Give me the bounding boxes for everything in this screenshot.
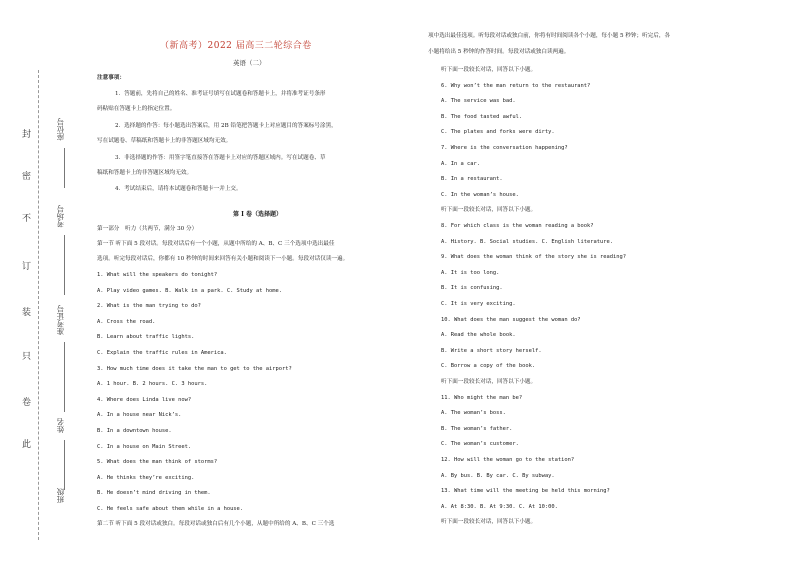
question-line: B. The woman’s father.	[441, 425, 513, 432]
field-line	[64, 148, 65, 188]
notice-line: 写在试题卷、草稿纸和答题卡上的非答题区域均无效。	[97, 138, 232, 144]
question-line: A. The woman’s boss.	[441, 410, 506, 417]
notice-line: 稿纸和答题卡上的非答题区域均无效。	[97, 170, 193, 176]
binding-char: 密	[22, 172, 32, 182]
question-line: A. The service was bad.	[441, 98, 516, 105]
instruction-line: 第二节 听下面 5 段对话或独白。每段对话或独白后有几个小题，从题中所给的 A、B、C 三个选	[97, 521, 335, 527]
question-line: 9. What does the woman think of the story she is reading?	[441, 254, 626, 261]
binding-char: 不	[22, 214, 32, 224]
question-line: A. Cross the road.	[97, 318, 156, 325]
question-line: C. It is very exciting.	[441, 301, 516, 307]
instruction-line: 选项。听完每段对话后，你都有 10 秒钟的时间来回答有关小题和阅读下一小题。每段对话仅读一遍。	[97, 256, 349, 262]
part-heading: 第一部分 听力（共两节，满分 30 分）	[97, 226, 198, 232]
question-line: A. He thinks they’re exciting.	[97, 474, 195, 481]
question-line: 11. Who might the man be?	[441, 394, 523, 401]
binding-char: 此	[22, 440, 32, 450]
question-line: C. He feels safe about them while in a house.	[97, 506, 244, 512]
notice-heading: 注意事项：	[97, 75, 125, 81]
question-line: 8. For which class is the woman reading a book?	[441, 223, 594, 229]
question-line: 3. How much time does it take the man to get to the airport?	[97, 365, 292, 372]
question-line: C. The woman’s customer.	[441, 441, 519, 448]
question-line: 6. Why won’t the man return to the restaurant?	[441, 82, 591, 89]
exam-room-field: 考场号	[56, 205, 65, 228]
question-line: C. In a house on Main Street.	[97, 443, 192, 450]
question-line: C. Borrow a copy of the book.	[441, 363, 536, 370]
question-line: B. It is confusing.	[441, 285, 503, 292]
question-line: A. In a house near Nick’s.	[97, 412, 182, 419]
question-line: 5. What does the man think of storms?	[97, 459, 218, 466]
question-line: A. At 8:30. B. At 9:30. C. At 10:00.	[441, 503, 558, 510]
question-line: A. It is too long.	[441, 269, 500, 276]
question-line: 2. What is the man trying to do?	[97, 303, 201, 310]
question-line: 10. What does the man suggest the woman do?	[441, 316, 581, 323]
question-line: 4. Where does Linda live now?	[97, 396, 192, 403]
dialogue-instruction: 听下面一段较长对话，回答以下小题。	[441, 519, 537, 526]
question-line: 12. How will the woman go to the station?	[441, 457, 575, 463]
question-line: A. 1 hour. B. 2 hours. C. 3 hours.	[97, 381, 208, 388]
instruction-line: 小题将给出 5 秒钟的作答时间。每段对话或独白读两遍。	[428, 49, 570, 55]
question-line: A. Play video games. B. Walk in a park. C. Study at home.	[97, 287, 282, 294]
class-field: 班级	[56, 488, 65, 503]
section-title: 第 I 卷（选择题）	[233, 211, 282, 218]
instruction-line: 第一节 听下面 5 段对话。每段对话后有一个小题，从题中所给的 A、B、C 三个选项中选出最佳	[97, 241, 335, 247]
question-line: A. Read the whole book.	[441, 332, 516, 339]
binding-char: 只	[22, 352, 32, 362]
question-line: A. In a car.	[441, 160, 480, 167]
dialogue-instruction: 听下面一段较长对话，回答以下小题。	[441, 207, 537, 214]
binding-dashed-line	[38, 70, 39, 540]
notice-line: 3．非选择题的作答：用签字笔直接答在答题卡上对应的答题区域内。写在试题卷、草	[115, 155, 326, 161]
admission-number-field: 准考证号	[56, 305, 65, 335]
notice-line: 1．答题前，先将自己的姓名、准考证号填写在试题卷和答题卡上，并将准考证号条形	[115, 91, 326, 97]
dialogue-instruction: 听下面一段较长对话，回答以下小题。	[441, 67, 537, 73]
question-line: 13. What time will the meeting be held this morning?	[441, 488, 610, 495]
notice-line: 4．考试结束后，请将本试题卷和答题卡一并上交。	[115, 186, 242, 192]
binding-char: 封	[22, 130, 32, 140]
question-line: B. Learn about traffic lights.	[97, 334, 195, 341]
binding-char: 装	[22, 308, 32, 318]
field-line	[64, 235, 65, 295]
question-line: A. History. B. Social studies. C. English literature.	[441, 238, 614, 245]
question-line: B. He doesn’t mind driving in them.	[97, 490, 211, 497]
question-line: 1. What will the speakers do tonight?	[97, 272, 218, 278]
question-line: B. Write a short story herself.	[441, 347, 542, 354]
question-line: 7. Where is the conversation happening?	[441, 145, 568, 151]
name-field: 姓名	[56, 418, 65, 433]
instruction-line: 项中选出最佳选项。听每段对话或独白前，你将有时间阅读各个小题，每小题 5 秒钟；听完后，各	[428, 33, 671, 39]
question-line: C. The plates and forks were dirty.	[441, 129, 555, 136]
question-line: A. By bus. B. By car. C. By subway.	[441, 472, 555, 479]
field-line	[64, 440, 65, 490]
field-line	[64, 342, 65, 412]
dialogue-instruction: 听下面一段较长对话，回答以下小题。	[441, 379, 537, 385]
binding-char: 卷	[22, 398, 32, 408]
notice-line: 码粘贴在答题卡上的指定位置。	[97, 106, 176, 112]
question-line: B. In a restaurant.	[441, 176, 503, 183]
binding-char: 订	[22, 262, 32, 272]
question-line: B. In a downtown house.	[97, 428, 172, 434]
exam-subtitle: 英语（二）	[233, 59, 266, 67]
notice-line: 2．选择题的作答：每小题选出答案后，用 2B 铅笔把答题卡上对应题目的答案标号涂黑，	[115, 123, 337, 129]
question-line: C. Explain the traffic rules in America.	[97, 350, 227, 356]
page-title: （新高考）2022 届高三二轮综合卷	[160, 41, 312, 51]
question-line: B. The food tasted awful.	[441, 113, 523, 120]
binding-margin	[0, 0, 85, 562]
seat-number-field: 座位号	[56, 118, 65, 141]
question-line: C. In the woman’s house.	[441, 191, 519, 198]
